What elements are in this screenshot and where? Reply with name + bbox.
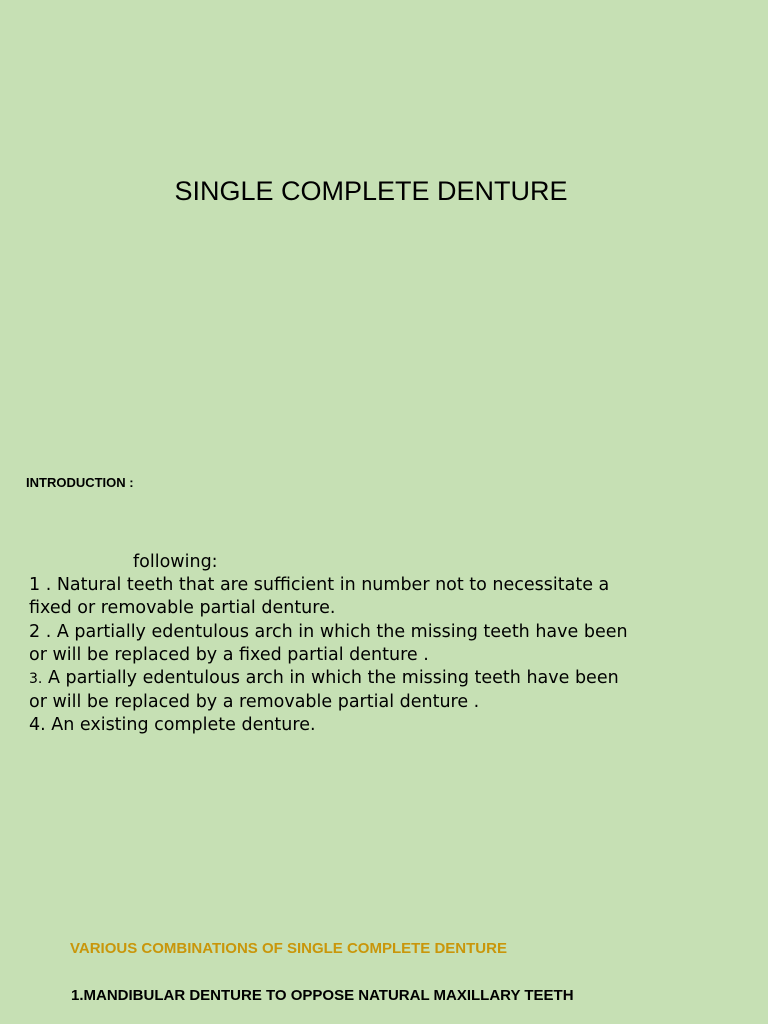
introduction-body <box>29 551 729 738</box>
list-item-3-line-2: or will be replaced by a removable partial denture . <box>29 692 480 713</box>
list-item-2-line-1: 2 . A partially edentulous arch in which the missing teeth have been <box>29 621 628 642</box>
introduction-lead: following: <box>133 552 218 572</box>
slide-title: SINGLE COMPLETE DENTURE <box>174 176 568 206</box>
list-item-3-number: 3. <box>29 671 43 688</box>
list-item-3-line-1 <box>29 667 729 691</box>
introduction-heading: INTRODUCTION : <box>26 475 134 490</box>
list-item-1-line-1: 1 . Natural teeth that are sufficient in number not to necessitate a <box>29 575 610 596</box>
list-item-4-line-1: 4. An existing complete denture. <box>29 715 316 736</box>
combinations-heading: VARIOUS COMBINATIONS OF SINGLE COMPLETE DENTURE <box>70 940 507 957</box>
list-item-2-line-2: or will be replaced by a fixed partial denture . <box>29 644 429 665</box>
list-item-1-line-2: fixed or removable partial denture. <box>29 598 336 619</box>
combination-item-1: 1.MANDIBULAR DENTURE TO OPPOSE NATURAL MAXILLARY TEETH <box>71 987 574 1004</box>
list-item-3-text: A partially edentulous arch in which the missing teeth have been <box>47 668 619 689</box>
